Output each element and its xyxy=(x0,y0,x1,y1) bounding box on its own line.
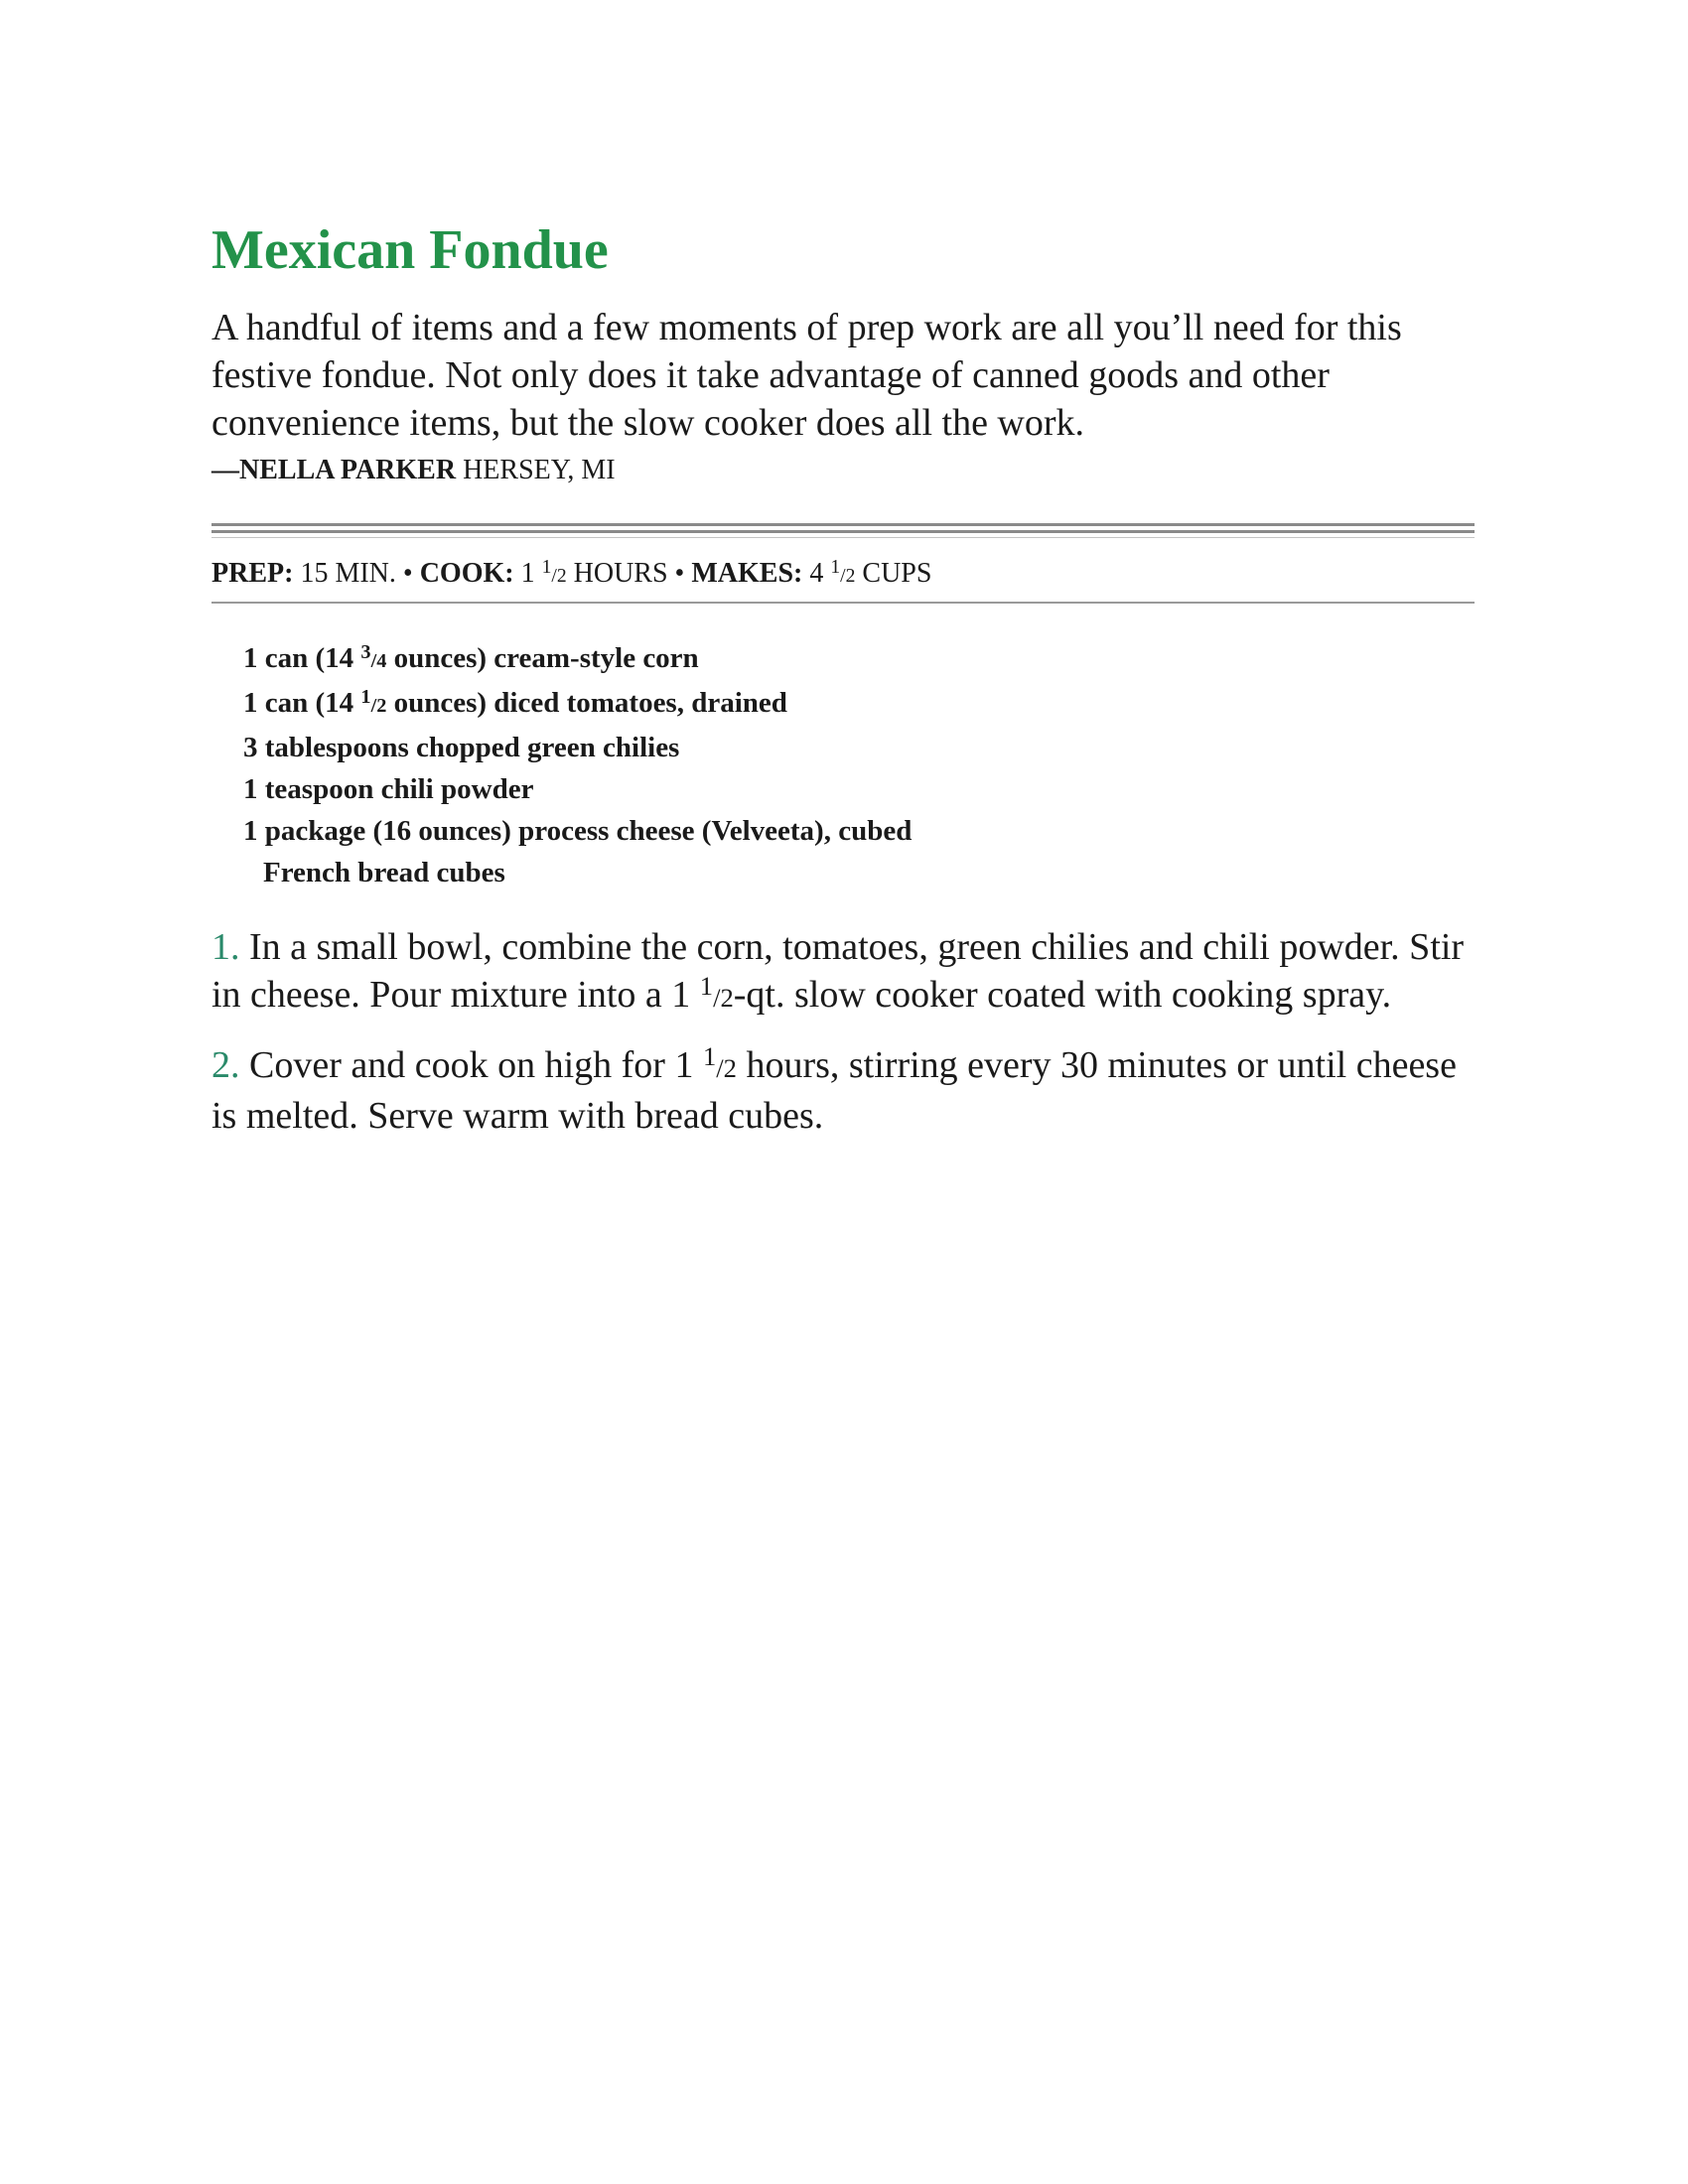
makes-label: MAKES: xyxy=(691,558,803,589)
recipe-timing xyxy=(211,556,931,595)
cook-value-denominator: /2 xyxy=(551,566,567,587)
direction-steps xyxy=(211,923,1475,1160)
ingredient-item: French bread cubes xyxy=(263,857,505,888)
cook-label: COOK: xyxy=(419,558,514,589)
cook-value-whole: 1 xyxy=(513,558,542,589)
direction-step: 1. In a small bowl, combine the corn, tomatoes, green chilies and chili powder. Stir in cheese. Pour mixture into a 1 $^1$/2-qt. slow cooker coated with cooking spray. xyxy=(211,926,1465,1016)
makes-value-denominator: /2 xyxy=(840,566,856,587)
recipe-title: Mexican Fondue xyxy=(211,219,609,281)
makes-value-unit: CUPS xyxy=(855,558,932,589)
step-number: 1. xyxy=(211,926,240,968)
recipe-byline xyxy=(211,453,616,488)
ingredient-item: 1 can (14 $^1$/2 ounces) diced tomatoes, drained xyxy=(243,685,787,719)
cook-value-numerator: 1 xyxy=(541,557,552,579)
ingredient-list xyxy=(243,637,912,893)
prep-value: 15 MIN. • xyxy=(293,558,420,589)
makes-value-numerator: 1 xyxy=(830,557,841,579)
recipe-intro: A handful of items and a few moments of prep work are all you’ll need for this festive fondue. Not only does it take advantage of canned goods and other convenience items, but the slow cooker does all the work. xyxy=(211,307,1402,444)
top-divider xyxy=(211,523,1475,539)
ingredient-item: 1 package (16 ounces) process cheese (Velveeta), cubed xyxy=(243,815,913,847)
makes-value-whole: 4 xyxy=(802,558,831,589)
ingredient-item: 1 teaspoon chili powder xyxy=(243,773,534,805)
ingredient-item: 3 tablespoons chopped green chilies xyxy=(243,732,680,763)
author-name: —NELLA PARKER xyxy=(211,455,457,485)
author-location: HERSEY, MI xyxy=(456,455,616,485)
prep-label: PREP: xyxy=(211,558,294,589)
cook-value-unit: HOURS • xyxy=(566,558,692,589)
step-number: 2. xyxy=(211,1044,240,1086)
ingredient-item: 1 can (14 $^3$/4 ounces) cream-style corn xyxy=(243,640,699,674)
bottom-divider xyxy=(211,602,1475,604)
direction-step: 2. Cover and cook on high for 1 $^1$/2 hours, stirring every 30 minutes or until cheese is melted. Serve warm with bread cubes. xyxy=(211,1041,1457,1137)
